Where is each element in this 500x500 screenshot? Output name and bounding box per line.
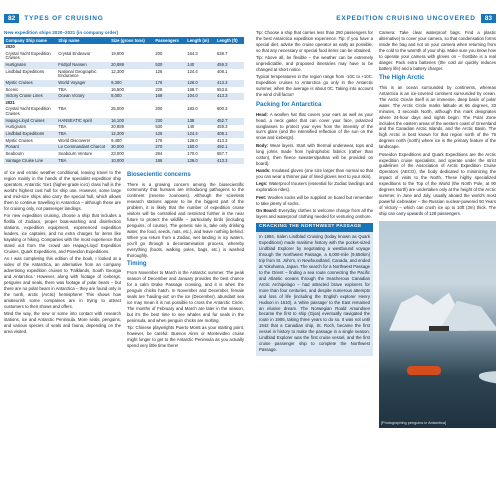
table-cell: Mystic Cruises: [4, 80, 57, 87]
table-cell: [215, 44, 244, 51]
table-cell: TBA: [58, 86, 67, 92]
table-cell: 124.4: [187, 68, 198, 74]
table-cell: 138: [186, 118, 216, 125]
table-cell: 150.0: [186, 144, 216, 151]
packing-item-label: Legs:: [256, 181, 269, 187]
table-cell: Seabourn Venture: [58, 150, 93, 156]
table-cell: Lindblad Expeditions: [4, 131, 57, 138]
left-page-header: [4, 12, 244, 24]
packing-item: [256, 195, 373, 207]
table-cell: 2021: [5, 99, 15, 105]
table-cell: 124.4: [186, 131, 216, 138]
packing-item-text: Woollen socks will be supplied on board but remember to take plenty of socks.: [256, 194, 373, 206]
table-cell: Ocean Victory: [57, 93, 110, 100]
left-column-2: [127, 170, 244, 350]
table-cell: 126.0: [186, 158, 216, 165]
table-cell: 408.1: [216, 68, 228, 74]
table-cell: 186: [154, 158, 186, 165]
table-cell: 553.6: [216, 86, 228, 92]
table-cell: Lindblad Expeditions: [5, 68, 45, 74]
right-page-number: 83: [481, 14, 496, 23]
table-cell: 19,800: [111, 50, 124, 56]
table-row: [4, 51, 244, 62]
table-cell: 8,000: [110, 93, 154, 100]
table-cell: World Discoverer: [58, 137, 91, 143]
table-cell: 23,000: [111, 150, 124, 156]
table-cell: TBA: [57, 158, 110, 165]
packing-item: [256, 143, 373, 167]
body-paragraph: Camera: Take clear waterproof bags. Find a plastic alternative) to cover your camera, so that condensation forms inside the bag and not on your camera when returning from the cold to the warmth of your ship. Make sure you know how to operate your camera with gloves on – frostbite is a real danger. Pack extra batteries (the cold air quickly reduces battery life) and a battery charger.: [379, 30, 496, 71]
zodiac-boat-shape: [407, 366, 441, 375]
right-page: [256, 30, 496, 500]
table-cell: [186, 44, 216, 51]
table-cell: 30,000: [110, 144, 154, 151]
table-cell: Seabourn: [5, 150, 24, 156]
table-year-row: [4, 44, 244, 51]
body-paragraph: Tip: Chinese playwrights Puerto Montt as your starting point, however, be careful: Buenos Aires or Montevideo cruise might longer to get to the Antarctic Peninsula as you actually spend very little time there!: [127, 325, 244, 348]
table-cell: 9,300: [110, 80, 154, 87]
table-cell: 12,300: [111, 68, 124, 74]
table-cell: [57, 44, 110, 51]
body-paragraph: Tip: Above all, be flexible – the weather can be extremely unpredictable, and proposed itineraries may have to be changed at short notice.: [256, 55, 373, 73]
table-cell: Crystal Endeavor: [58, 50, 91, 56]
table-cell: Ponant: [4, 144, 57, 151]
right-section-title: EXPEDITION CRUISING UNCOVERED: [336, 14, 476, 22]
body-paragraph: Typical temperatures in the region range from -10C to +10C. Expedition cruises to Antarctica go only in the Antarctic summer, when the average is about 0C. Taking into account the wind chill factor!: [256, 74, 373, 98]
ice-floe-shape: [479, 371, 496, 385]
packing-item-label: Feet:: [256, 194, 268, 200]
photo-caption: [Photographing penguins in Antarctica]: [381, 420, 447, 425]
table-row: [4, 118, 244, 125]
table-cell: 140: [186, 62, 216, 69]
packing-item-text: Insulated gloves (one size larger than normal so that you can wear a thinner pair of lined gloves next to your skin).: [256, 167, 373, 179]
left-section-title: TYPES OF CRUISING: [24, 14, 104, 22]
table-cell: 413.3: [215, 158, 244, 165]
camera-text: [379, 30, 496, 71]
table-cell: 200: [155, 106, 163, 112]
right-column-2: [379, 30, 496, 428]
biosecurity-heading: Biosecientic concerns: [127, 172, 191, 179]
table-cell: 25,000: [111, 106, 124, 112]
table-cell: 164.3: [187, 50, 198, 56]
table-cell: Hurtigruten: [5, 124, 27, 130]
table-cell: 183.0: [187, 106, 198, 112]
packing-item: [256, 181, 373, 193]
packing-item-label: Head:: [256, 111, 270, 117]
table-cell: 16,100: [110, 118, 154, 125]
table-cell: 168: [154, 93, 186, 100]
col-passengers: Passengers: [154, 37, 186, 44]
table-cell: TBA: [57, 131, 110, 138]
packing-item-label: On Board:: [256, 208, 279, 214]
table-row: [4, 107, 244, 118]
packing-item-label: Body:: [256, 142, 270, 148]
table-cell: 126: [154, 131, 186, 138]
table-cell: Victory Cruise Lines: [4, 93, 57, 100]
table-cell: [154, 44, 186, 51]
table-cell: [110, 44, 154, 51]
packing-list: [256, 112, 373, 220]
right-columns: [256, 30, 496, 428]
table-cell: HANSEATIC spirit: [57, 118, 110, 125]
table-cell: 264: [155, 150, 163, 156]
packing-item-text: A woollen hat that covers your ears as well as your head, a neck gaiter that can cover your face, polarized sunglasses to protect your eyes from the intensity of the sun's glare (and the intensified reflection of the sun on the snow and icebergs).: [256, 111, 373, 141]
table-row: [4, 151, 244, 158]
table-cell: 538.7: [216, 50, 228, 56]
high-arctic-text: [379, 85, 496, 217]
table-cell: 492.1: [215, 144, 244, 151]
table-row: [4, 69, 244, 80]
table-cell: 270: [154, 144, 186, 151]
table-cell: 12,300: [110, 131, 154, 138]
table-cell: 126.0: [186, 80, 216, 87]
table-cell: 600.3: [216, 106, 228, 112]
table-cell: 176: [154, 80, 186, 87]
table-cell: 176: [155, 137, 163, 143]
table-row: [4, 144, 244, 151]
box-text: In 1984, Salen Lindblad Cruising (today known as Quark Expeditions) made maritime history with the pocket-sized Lindblad Explorer by negotiating a westbound voyage through the Northwest Passage, a 6,000-mile (9,650km) trip from St. John's, in Newfoundland, Canada, and ended at Yokohama, Japan. The search for a Northwest Passage to the Orient – finding a sea route connecting the Pacific and Atlantic oceans through the treacherous Canadian Arctic Archipelago – had attracted brave explorers for more than four centuries, and despite numerous attempts and loss of life (including the English explorer Henry Hudson in 1610), a 'white passage' to the East remained an elusive dream. The Norwegian Roald Amundsen became the first to ship (Gjoa) eventually navigated the route in 1906, taking three years to do so. It was not until 1942 that a Canadian ship, St. Roch, became the first vessel in history to make the passage in a single season. Lindblad Explorer was the first cruise vessel, and the first cruise passenger ship to complete the Northwest Passage.: [259, 234, 370, 352]
biosecurity-text: [127, 182, 244, 259]
high-arctic-heading: The High Arctic: [379, 74, 425, 82]
col-company: Company Ship name: [4, 37, 57, 44]
table-cell: 126.0: [187, 137, 198, 143]
table-cell: 228: [155, 86, 163, 92]
table-cell: 10,000: [110, 158, 154, 165]
table-cell: 20,889: [110, 62, 154, 69]
table-row: [4, 80, 244, 87]
table-cell: Mystic Cruises: [5, 137, 33, 143]
table-header-row: [4, 37, 244, 44]
packing-item-label: Hands:: [256, 167, 272, 173]
table-cell: World Voyager: [57, 80, 110, 87]
ship-shape: [429, 326, 449, 331]
table-cell: 408.1: [215, 131, 244, 138]
table-row: [4, 131, 244, 138]
table-cell: 452.7: [215, 118, 244, 125]
table-cell: 16,500: [111, 86, 124, 92]
packing-item-text: Everyday clothes to welcome change from all the layers and waterproof clothing needed for venturing onshore.: [256, 208, 373, 219]
table-cell: 459.3: [216, 124, 228, 130]
table-cell: Fridtjof Nansen: [57, 62, 110, 69]
table-cell: TBA: [58, 106, 67, 112]
table-cell: Scenic: [5, 86, 19, 92]
timing-heading: Timing: [127, 260, 147, 267]
packing-item: [256, 168, 373, 180]
table-row: [4, 62, 244, 69]
right-column-1: [256, 30, 373, 428]
table-cell: Crystal Yacht Expedition Cruises: [5, 106, 51, 117]
timing-text: [127, 270, 244, 348]
table-cell: National Geographic Endurance: [58, 68, 97, 79]
table-cell: 20,889: [111, 124, 124, 130]
table-cell: Hurtigruten: [4, 62, 57, 69]
right-page-header: [256, 12, 496, 24]
table-cell: 140: [187, 124, 195, 130]
table-cell: Le Commandant Charcot: [57, 144, 110, 151]
table-cell: 530: [155, 124, 163, 130]
body-paragraph: Mind the way, the new or some into contact with research stations, ice and Antarctic Peninsula. More seals, penguins, and various species of seals and fauna, depending on the area visited.: [4, 310, 121, 334]
body-paragraph: From November to March is the Antarctic summer. The peak season of December and January provides the best chance for a calm Drake Passage crossing, and it is when the penguin chicks hatch. In November and December, female seals are 'hauling-out' on the ice (December), abundant sea ice may mean it is not possible to cross the Antarctic Circle. The months of February and March are later in the season, but it's the best time to see whales and fur seals in the peninsula, and when penguin chicks are molting.: [127, 270, 244, 323]
table-cell: Hapag-Lloyd Cruises: [4, 118, 57, 125]
col-size: Size (gross tons): [110, 37, 154, 44]
table-cell: 230: [154, 118, 186, 125]
tips-text: [256, 30, 373, 98]
table-cell: Crystal Yacht Expedition Cruises: [5, 50, 51, 61]
box-title: CRACKING THE NORTHWEST PASSAGE: [256, 223, 373, 233]
table-cell: 413.3: [216, 137, 228, 143]
table-cell: 530: [154, 62, 186, 69]
table-row: [4, 138, 244, 145]
table-cell: 200: [155, 50, 163, 56]
packing-item-text: Wear layers. Start with thermal underwear, tops and long johns made from hydrophobic fabrics (rather than cotton), then fleece sweaters/parkas will be provided on board).: [256, 142, 374, 166]
left-columns: [4, 170, 244, 350]
penguins-photo: [379, 221, 496, 428]
table-cell: 2020: [5, 43, 15, 49]
table-cell: 126: [155, 68, 163, 74]
table-cell: 413.3: [215, 93, 244, 100]
packing-item: [256, 208, 373, 220]
table-cell: 104.0: [186, 93, 216, 100]
table-heading: New expedition ships 2020–2021 (in company order): [4, 30, 119, 35]
northwest-passage-box: [256, 223, 373, 356]
packing-item: [256, 112, 373, 142]
body-paragraph: Tip: Choose a ship that carries less than 250 passengers for the best Antarctica expedition experience. Tip: If you have a special diet, advise the cruise operator as early as possible, so that any necessary or special food items can be obtained.: [256, 30, 373, 53]
left-column-1: [4, 170, 121, 350]
table-cell: 9,400: [111, 137, 122, 143]
table-cell: 413.3: [215, 80, 244, 87]
packing-heading: Packing for Antarctica: [256, 101, 322, 109]
body-paragraph: of ice and erratic weather conditional, leaving travel to the region mainly in the hands of the specialist expedition ship operators. Antarctic 'Ice1 (higher-grade ice1) class hull is the world's highest cost hull for ship use. However, some large and mid-size ships also carry the special hull, which allows them to continue travelling in Antarctica – although these are for cruising only, not passenger landings.: [4, 170, 121, 211]
body-paragraph: Poseidon Expeditions and Quark Expeditions are the Arctic expedition cruise specialists, and operate under the strict guidelines of the Association of Arctic Expedition Cruise Operators (AECO), the body dedicated to minimizing the impact of visits to the North. These highly specialized expeditions to the Top of the World (the North Pole, at 90 degrees North) are undertaken only at the height of the Arctic summer, in June and July, usually aboard the world's most powerful icebreaker – the Russian nuclear-powered 50 Years of Victory – which can crush ice up to 10ft (3m) thick. The ship can carry upwards of 128 passengers.: [379, 151, 496, 216]
table-cell: 168.7: [187, 86, 198, 92]
col-length-ft: Length (ft): [215, 37, 244, 44]
col-length-m: Length (m): [186, 37, 216, 44]
packing-item-text: Waterproof trousers (essential for Zodiac landings and exploration rides).: [256, 181, 373, 193]
table-cell: 170.0: [187, 150, 198, 156]
new-ships-table: [4, 37, 244, 164]
table-cell: TBA: [58, 124, 67, 130]
col-ship: Ship name: [57, 37, 110, 44]
body-paragraph: There is a growing concern among the biosecientific community that humans are introducing pathogens to the continent (reverse zoonoses). Although the scientists research stations appear to be the biggest part of the problem, it is likely that the number of expedition cruise visitors will be controlled and restricted further in the near future to protect the wildlife – particularly birds (including penguins, of course). The genetic rule is, take only drinking water, the food, seeds, nuts, etc.), and leave nothing behind. When you return from a Zodiac, wet landing in icy waters, you'll go through a decontamination process, whereby everything (boots, walking poles, bags, etc.) is washed thoroughly.: [127, 181, 244, 258]
table-body: [4, 44, 244, 164]
table-row: [4, 158, 244, 165]
left-page: [4, 30, 244, 500]
body-paragraph: This is an ocean surrounded by continents, whereas Antarctica is an ice-covered continent surrounded by ocean. The Arctic Ocean itself is an immense, deep basin of polar water. The Arctic Circle marks latitude at 66 degrees, 33 minutes, 3 seconds North, although this mark designates where 24-hour days and nights begin. The Polar Zone includes the eastern areas of the western coast of Greenland and the Canadian Arctic Islands, and the Arctic Basin. The high Arctic is best known for that region north of the 75 degrees north (north) where ice is the primary feature of the landscape.: [379, 85, 496, 150]
left-page-number: 82: [4, 14, 19, 23]
table-row: [4, 93, 244, 100]
body-paragraph: For new expedition cruising, choose a ship that includes a flotilla of Zodiacs, proper boat-washing and disinfection stations, expedition equipment, experienced expedition leaders, ice captains, and no extra charges for items like kayaking or hiking. Companies with the most experience that stand out from the crowd are Hapag-Lloyd Expedition Cruises, Quark Expeditions, and Poseidon Expeditions.: [4, 213, 121, 254]
table-cell: 557.7: [216, 150, 228, 156]
body-paragraph: As I was completing this edition of the book, I looked at a video of the Antarctica, an alternative from an company advertising expedition cruises to 'Falklands, South Georgia and Antarctica.' However, along with footage of icebergs, penguins and seals, there was footage of polar bears – but there are no polar bears in Antarctica – they are found only in the north, arctic (Arctic) hemisphere! This shows how amateurish some companies are in trying to attract customers to their shows and offers.: [4, 256, 121, 309]
table-cell: Vantage Cruise Line: [4, 158, 57, 165]
table-cell: 459.3: [215, 62, 244, 69]
